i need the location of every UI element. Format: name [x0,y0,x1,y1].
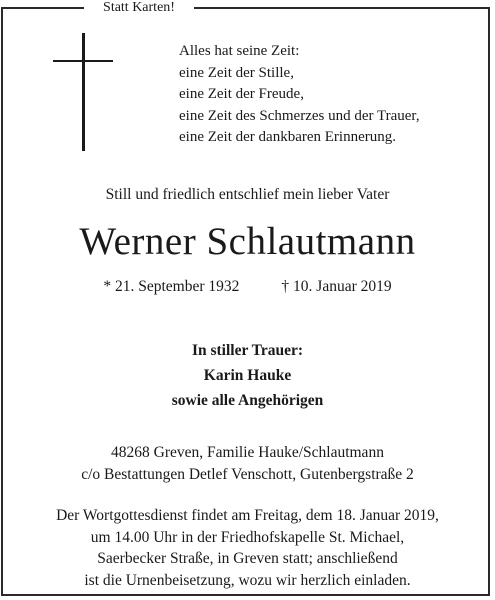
mourner-name: Karin Hauke [203,367,292,384]
service-line: Der Wortgottesdienst findet am Freitag, dem 18. Januar 2019, [56,507,439,524]
verse [179,41,420,149]
intro-text: Still und friedlich entschlief mein lieber Vater [105,186,390,203]
cross-icon [82,33,85,151]
cross-icon-bar [53,60,113,62]
address-line: 48268 Greven, Familie Hauke/Schlautmann [111,444,384,461]
service-line: um 14.00 Uhr in der Friedhofskapelle St. Michael, [90,528,405,546]
verse-line: eine Zeit des Schmerzes und der Trauer, [179,107,420,124]
service-info [0,505,495,591]
life-dates [0,278,495,296]
service-line: Saerbecker Straße, in Greven statt; anschließend [97,550,398,567]
verse-line: eine Zeit der dankbaren Erinnerung. [179,129,396,145]
address-line: c/o Bestattungen Detlef Venschott, Gutenbergstraße 2 [81,466,414,483]
deceased-name: Werner Schlautmann [79,220,416,263]
birth-date: * 21. September 1932 [103,278,240,295]
mourning-heading: In stiller Trauer: [191,342,304,359]
mourner-relatives: sowie alle Angehörigen [171,392,324,409]
verse-line: Alles hat seine Zeit: [179,43,300,59]
verse-line: eine Zeit der Stille, [179,64,294,81]
service-line: ist die Urnenbeisetzung, wozu wir herzlich einladen. [84,571,411,589]
statt-karten-label: Statt Karten! [84,0,194,16]
verse-line: eine Zeit der Freude, [179,86,304,102]
death-date: † 10. Januar 2019 [281,278,392,295]
